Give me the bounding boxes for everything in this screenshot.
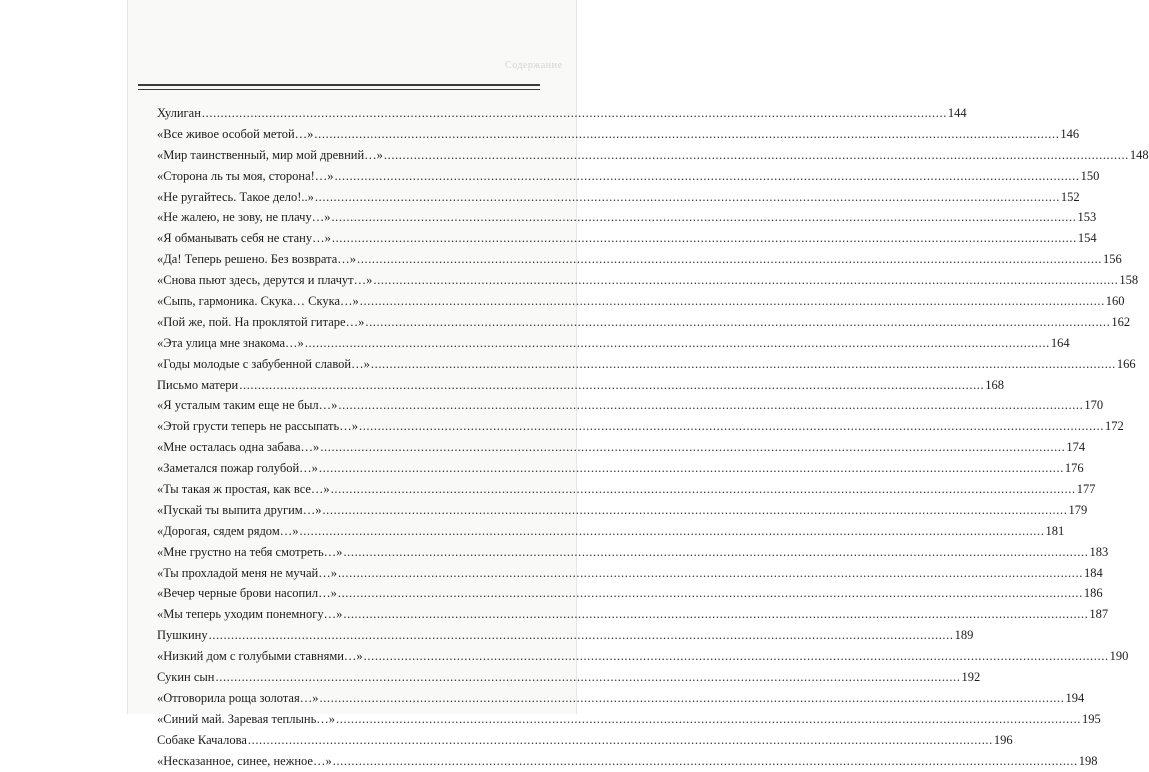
toc-entry-page-number: 168 <box>985 377 1004 392</box>
toc-entry-title: «Сыпь, гармоника. Скука… Скука…» <box>157 294 359 309</box>
dot-leader: ........................................................................................................................................................................................................ <box>239 377 985 392</box>
toc-entry-title: Собаке Качалова <box>157 732 247 747</box>
toc-entry <box>157 688 1085 709</box>
toc-entry <box>157 563 1103 584</box>
toc-entry-page-number: 166 <box>1116 356 1136 371</box>
dot-leader: ........................................................................................................................................................................................................ <box>359 294 1105 309</box>
toc-entry-page-number: 158 <box>1119 273 1139 288</box>
toc-entry-title: «Мы теперь уходим понемногу…» <box>157 607 343 622</box>
toc-entry-title: Письмо матери <box>157 377 239 392</box>
toc-entry-title: «Пой же, пой. На проклятой гитаре…» <box>157 314 365 329</box>
dot-leader: ........................................................................................................................................................................................................ <box>343 607 1089 622</box>
toc-entry <box>157 500 1088 521</box>
toc-entry-page-number: 156 <box>1103 252 1122 267</box>
toc-entry <box>157 709 1101 730</box>
toc-entry <box>157 103 967 124</box>
dot-leader: ........................................................................................................................................................................................................ <box>318 461 1064 476</box>
toc-entry-title: «Не жалею, не зову, не плачу…» <box>157 210 331 225</box>
toc-entry-page-number: 174 <box>1066 440 1086 455</box>
dot-leader: ........................................................................................................................................................................................................ <box>247 732 993 747</box>
toc-entry-page-number: 184 <box>1083 565 1103 580</box>
dot-leader: ........................................................................................................................................................................................................ <box>337 586 1083 601</box>
toc-entry-title: «Мне осталась одна забава…» <box>157 440 320 455</box>
toc-entry-title: «Мир таинственный, мир мой древний…» <box>157 147 383 162</box>
toc-entry <box>157 291 1125 312</box>
toc-entry-title: «Этой грусти теперь не рассыпать…» <box>157 419 358 434</box>
toc-entry-page-number: 183 <box>1089 544 1109 559</box>
toc-entry-page-number: 190 <box>1109 649 1129 664</box>
toc-entry-title: «Годы молодые с забубенной славой…» <box>157 356 370 371</box>
toc-entry <box>157 395 1104 416</box>
dot-leader: ........................................................................................................................................................................................................ <box>314 189 1060 204</box>
toc-entry-title: «Низкий дом с голубыми ставнями…» <box>157 649 363 664</box>
toc-entry-page-number: 196 <box>993 732 1013 747</box>
dot-leader: ........................................................................................................................................................................................................ <box>322 502 1068 517</box>
dot-leader: ........................................................................................................................................................................................................ <box>336 711 1082 726</box>
toc-entry-title: «Несказанное, синее, нежное…» <box>157 753 332 768</box>
toc-entry-title: «Синий май. Заревая теплынь…» <box>157 711 336 726</box>
dot-leader: ........................................................................................................................................................................................................ <box>338 398 1084 413</box>
toc-entry-title: «Дорогая, сядем рядом…» <box>157 523 299 538</box>
toc-entry-page-number: 181 <box>1045 523 1065 538</box>
toc-entry <box>157 646 1129 667</box>
toc-entry-page-number: 146 <box>1060 126 1080 141</box>
dot-leader: ........................................................................................................................................................................................................ <box>208 628 954 643</box>
toc-entry <box>157 312 1131 333</box>
toc-entry <box>157 437 1086 458</box>
toc-entry-title: Сукин сын <box>157 670 215 685</box>
dot-leader: ........................................................................................................................................................................................................ <box>365 314 1111 329</box>
toc-entry <box>157 375 1004 396</box>
dot-leader: ........................................................................................................................................................................................................ <box>373 273 1119 288</box>
toc-entry <box>157 667 981 688</box>
toc-entry <box>157 333 1070 354</box>
toc-entry-title: «Мне грустно на тебя смотреть…» <box>157 544 343 559</box>
toc-entry-title: «Ты прохладой меня не мучай…» <box>157 565 337 580</box>
table-of-contents <box>157 103 1149 772</box>
toc-entry <box>157 521 1065 542</box>
dot-leader: ........................................................................................................................................................................................................ <box>332 753 1078 768</box>
toc-entry-title: «Отговорила роща золотая…» <box>157 690 319 705</box>
toc-entry <box>157 625 974 646</box>
toc-entry-title: «Я обманывать себя не стану…» <box>157 231 331 246</box>
running-header: Содержание <box>505 60 563 71</box>
toc-entry <box>157 604 1109 625</box>
toc-entry-page-number: 177 <box>1076 482 1096 497</box>
dot-leader: ........................................................................................................................................................................................................ <box>370 356 1116 371</box>
dot-leader: ........................................................................................................................................................................................................ <box>319 690 1065 705</box>
dot-leader: ........................................................................................................................................................................................................ <box>304 335 1050 350</box>
dot-leader: ........................................................................................................................................................................................................ <box>334 168 1080 183</box>
toc-entry-page-number: 194 <box>1065 690 1085 705</box>
toc-entry <box>157 416 1124 437</box>
dot-leader: ........................................................................................................................................................................................................ <box>337 565 1083 580</box>
toc-entry-title: «Не ругайтесь. Такое дело!..» <box>157 189 314 204</box>
dot-leader: ........................................................................................................................................................................................................ <box>383 147 1129 162</box>
dot-leader: ........................................................................................................................................................................................................ <box>363 649 1109 664</box>
dot-leader: ........................................................................................................................................................................................................ <box>331 231 1077 246</box>
toc-entry <box>157 207 1097 228</box>
toc-entry <box>157 458 1084 479</box>
toc-entry-page-number: 162 <box>1111 314 1131 329</box>
toc-entry-page-number: 195 <box>1082 711 1101 726</box>
toc-entry-title: «Все живое особой метой…» <box>157 126 314 141</box>
toc-entry-title: «Заметался пожар голубой…» <box>157 461 318 476</box>
toc-entry-page-number: 189 <box>954 628 974 643</box>
toc-entry <box>157 751 1098 772</box>
toc-entry-page-number: 187 <box>1089 607 1109 622</box>
toc-entry-page-number: 154 <box>1077 231 1097 246</box>
toc-entry-page-number: 172 <box>1104 419 1124 434</box>
toc-entry-title: «Вечер черные брови насопил…» <box>157 586 337 601</box>
dot-leader: ........................................................................................................................................................................................................ <box>343 544 1089 559</box>
toc-entry-title: «Я усталым таким еще не был…» <box>157 398 338 413</box>
toc-entry-page-number: 152 <box>1060 189 1080 204</box>
dot-leader: ........................................................................................................................................................................................................ <box>215 670 961 685</box>
dot-leader: ........................................................................................................................................................................................................ <box>314 126 1060 141</box>
toc-entry <box>157 730 1013 751</box>
dot-leader: ........................................................................................................................................................................................................ <box>299 523 1045 538</box>
toc-entry-title: «Да! Теперь решено. Без возврата…» <box>157 252 357 267</box>
toc-entry-page-number: 176 <box>1064 461 1084 476</box>
toc-entry-page-number: 150 <box>1080 168 1100 183</box>
toc-entry <box>157 479 1096 500</box>
header-rule-thick <box>138 84 540 86</box>
toc-entry <box>157 228 1097 249</box>
toc-entry-title: «Сторона ль ты моя, сторона!…» <box>157 168 334 183</box>
toc-entry-page-number: 192 <box>961 670 981 685</box>
toc-entry <box>157 583 1103 604</box>
toc-entry-page-number: 164 <box>1050 335 1070 350</box>
dot-leader: ........................................................................................................................................................................................................ <box>358 419 1104 434</box>
toc-entry-page-number: 186 <box>1083 586 1103 601</box>
toc-entry <box>157 249 1122 270</box>
toc-entry <box>157 124 1080 145</box>
toc-entry-title: Хулиган <box>157 106 201 120</box>
toc-entry-page-number: 153 <box>1077 210 1097 225</box>
header-rule-thin <box>138 89 540 90</box>
toc-entry-title: «Ты такая ж простая, как все…» <box>157 482 330 497</box>
toc-entry <box>157 166 1100 187</box>
dot-leader: ........................................................................................................................................................................................................ <box>320 440 1066 455</box>
toc-entry <box>157 187 1080 208</box>
toc-entry-page-number: 179 <box>1068 502 1088 517</box>
toc-entry-title: «Снова пьют здесь, дерутся и плачут…» <box>157 273 373 288</box>
dot-leader: ........................................................................................................................................................................................................ <box>330 482 1076 497</box>
toc-entry-page-number: 198 <box>1078 753 1098 768</box>
dot-leader: ........................................................................................................................................................................................................ <box>331 210 1077 225</box>
toc-entry-title: «Пускай ты выпита другим…» <box>157 502 322 517</box>
toc-entry-page-number: 160 <box>1105 294 1125 309</box>
toc-entry <box>157 145 1149 166</box>
dot-leader: ........................................................................................................................................................................................................ <box>201 106 947 120</box>
toc-entry <box>157 270 1139 291</box>
dot-leader: ........................................................................................................................................................................................................ <box>357 252 1103 267</box>
toc-entry-page-number: 144 <box>947 106 967 120</box>
toc-entry-page-number: 148 <box>1129 147 1149 162</box>
toc-entry <box>157 542 1109 563</box>
toc-entry-title: «Эта улица мне знакома…» <box>157 335 304 350</box>
toc-entry-page-number: 170 <box>1084 398 1104 413</box>
toc-entry-title: Пушкину <box>157 628 208 643</box>
toc-entry <box>157 354 1136 375</box>
